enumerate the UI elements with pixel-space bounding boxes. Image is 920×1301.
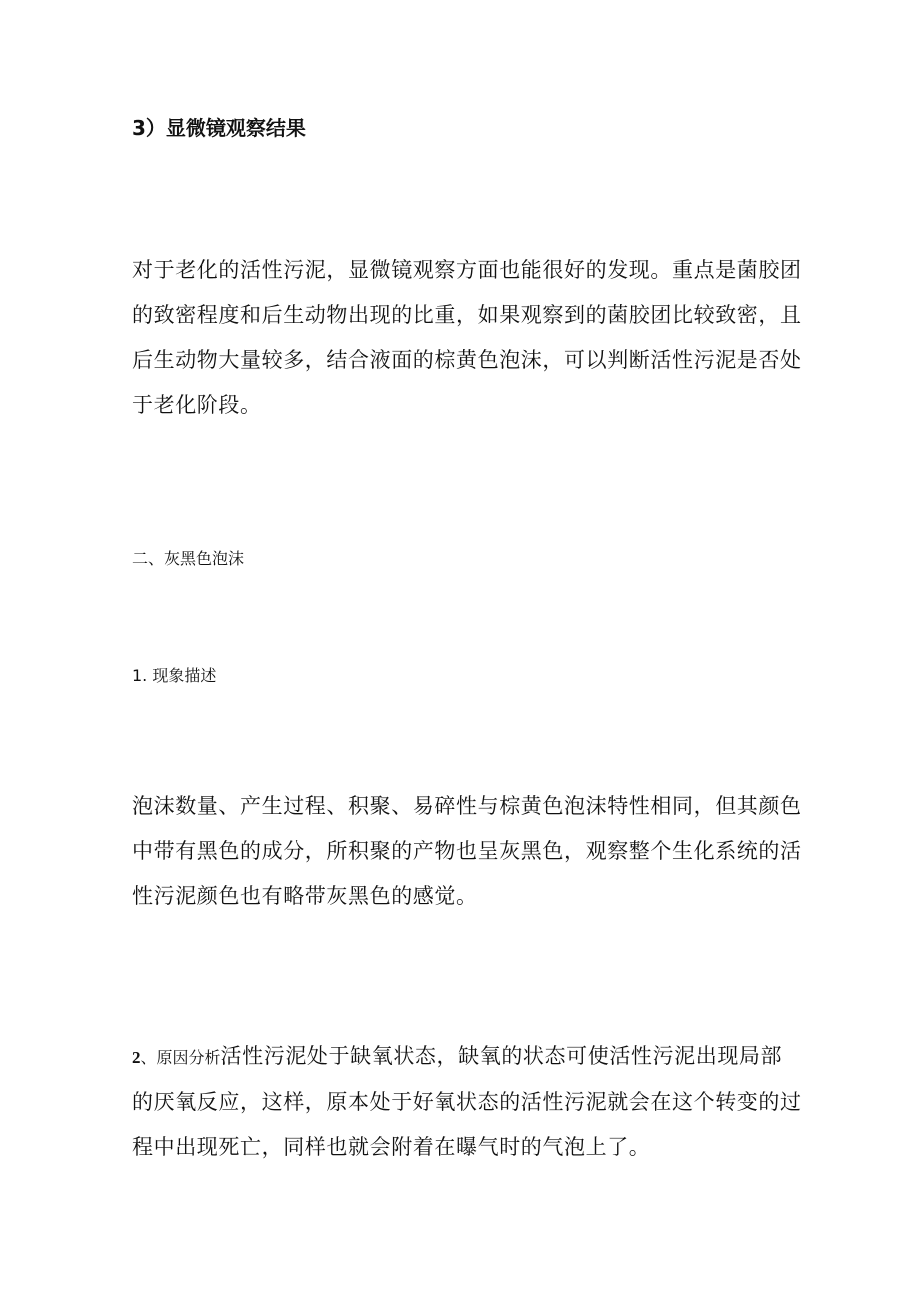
cause-analysis-text: 活性污泥处于缺氧状态，缺氧的状态可使活性污泥出现局部的厌氧反应，这样，原本处于好氧状态的活性污泥就会在这个转变的过程中出现死亡，同样也就会附着在曝气时的气泡上了。 (132, 1044, 802, 1159)
paragraph-cause-analysis (132, 1034, 802, 1170)
section-heading-gray-black-foam: 二、灰黑色泡沫 (132, 549, 245, 568)
cause-analysis-number: 2 (132, 1048, 141, 1067)
subheading-phenomenon-description: 1. 现象描述 (132, 666, 217, 685)
cause-analysis-label (132, 1048, 221, 1067)
section-heading-microscope-results: 3）显微镜观察结果 (132, 116, 306, 140)
paragraph-aging-sludge-microscopy: 对于老化的活性污泥，显微镜观察方面也能很好的发现。重点是菌胶团的致密程度和后生动物出现的比重，如果观察到的菌胶团比较致密，且后生动物大量较多，结合液面的棕黄色泡沫，可以判断活性污泥是否处于老化阶段。 (132, 258, 802, 417)
cause-analysis-heading: 、原因分析 (140, 1048, 221, 1067)
paragraph-phenomenon-description: 泡沫数量、产生过程、积聚、易碎性与棕黄色泡沫特性相同，但其颜色中带有黑色的成分，所积聚的产物也呈灰黑色，观察整个生化系统的活性污泥颜色也有略带灰黑色的感觉。 (132, 794, 802, 908)
